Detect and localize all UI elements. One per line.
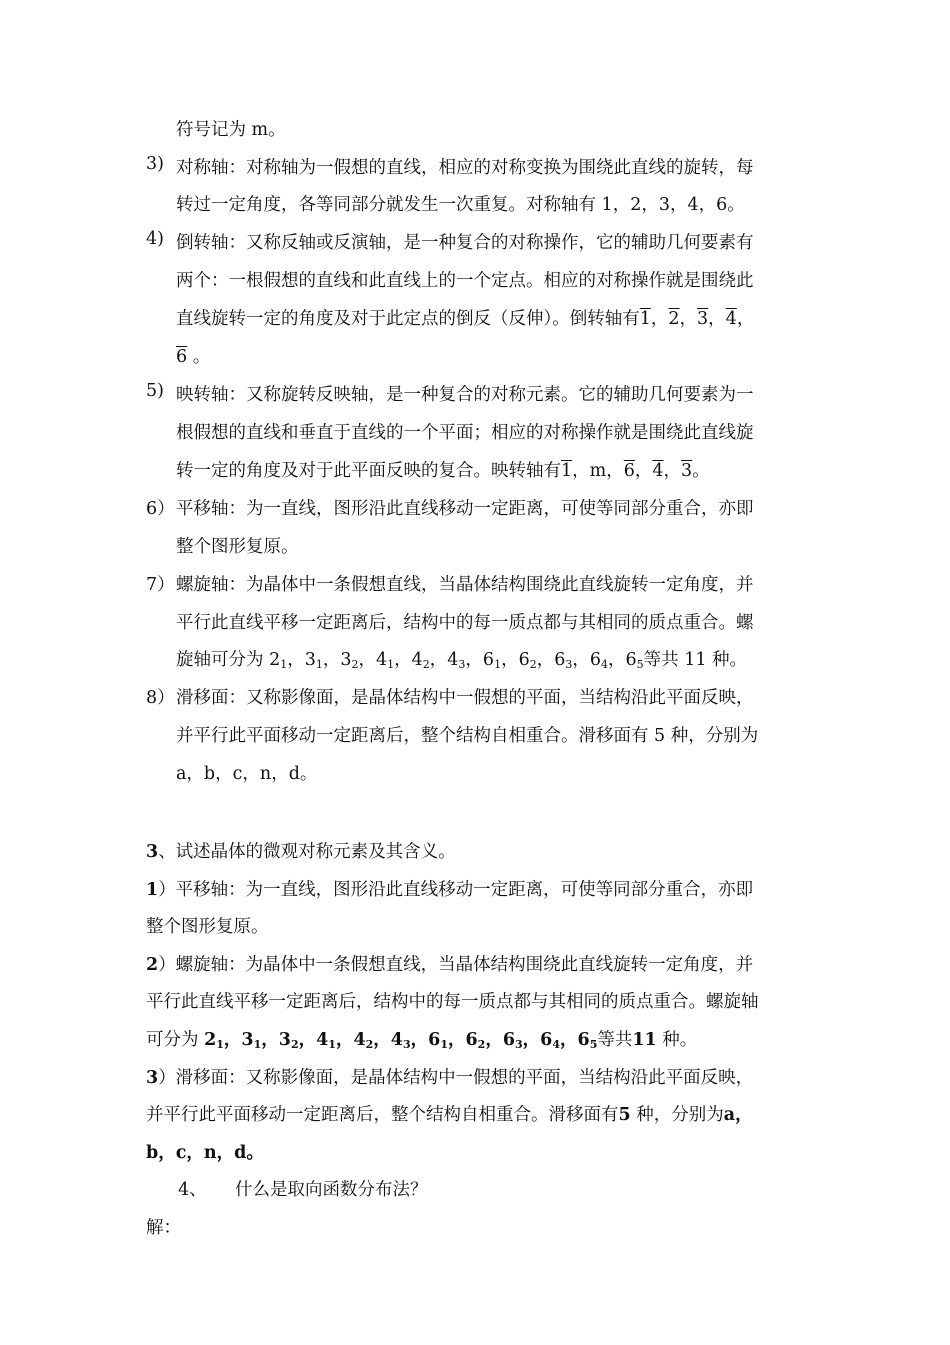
text-line bbox=[146, 1139, 264, 1164]
list-number: 4) bbox=[146, 229, 164, 249]
item-number: 3 bbox=[146, 1068, 159, 1088]
text-line: 对称轴：对称轴为一假想的直线，相应的对称变换为围绕此直线的旋转，每 bbox=[176, 158, 754, 178]
list-number: 3) bbox=[146, 154, 164, 174]
screw-axis: $4_1$ bbox=[316, 1030, 336, 1051]
text-line: 符号记为 m。 bbox=[176, 120, 286, 140]
text-span: 并平行此平面移动一定距离后，整个结构自相重合。滑移面有 bbox=[146, 1105, 619, 1125]
screw-axis: $6_4$ bbox=[540, 1030, 561, 1051]
text-span: 旋轴可分为 bbox=[176, 650, 264, 670]
screw-axis: $4_2$ bbox=[411, 650, 430, 671]
screw-axis: $2_1$ bbox=[204, 1030, 224, 1051]
screw-axis: $6_2$ bbox=[465, 1030, 486, 1051]
count-value: 5 bbox=[618, 1105, 631, 1125]
text-span: 直线旋转一定的角度及对于此定点的倒反（反伸）。倒转轴有 bbox=[176, 309, 640, 329]
text-line: 根假想的直线和垂直于直线的一个平面；相应的对称操作就是围绕此直线旋 bbox=[176, 423, 754, 443]
screw-axis: $4_3$ bbox=[447, 650, 466, 671]
text-line bbox=[146, 1026, 697, 1051]
screw-axis: $6_5$ bbox=[625, 650, 644, 671]
answer-label: 解： bbox=[146, 1218, 181, 1238]
screw-axis: $6_4$ bbox=[589, 650, 608, 671]
text-span: ）螺旋轴：为晶体中一条假想直线，当晶体结构围绕此直线旋转一定角度，并 bbox=[158, 955, 754, 975]
screw-axis: $2_1$ bbox=[269, 650, 288, 671]
text-line bbox=[146, 1064, 753, 1089]
question-title: 什么是取向函数分布法？ bbox=[235, 1180, 428, 1200]
screw-axis: $6_1$ bbox=[482, 650, 502, 671]
text-line: a，b，c，n，d。 bbox=[176, 764, 318, 784]
rotoinversion-axis: 1 bbox=[639, 309, 651, 329]
list-number: 6） bbox=[146, 499, 175, 519]
text-span: 可分为 bbox=[146, 1030, 199, 1050]
screw-axis: $6_2$ bbox=[518, 650, 537, 671]
screw-axis: $6_1$ bbox=[428, 1030, 448, 1051]
text-span: ）平移轴：为一直线，图形沿此直线移动一定距离，可使等同部分重合，亦即 bbox=[158, 880, 754, 900]
glide-plane-list: b，c，n，d。 bbox=[146, 1143, 264, 1163]
rotoreflection-axis: 6 bbox=[623, 461, 635, 481]
text-line: 6 。 bbox=[176, 347, 211, 367]
text-line: 转过一定角度，各等同部分就发生一次重复。对称轴有 1，2，3，4，6。 bbox=[176, 195, 745, 215]
text-line bbox=[176, 646, 747, 671]
text-line: 螺旋轴：为晶体中一条假想直线，当晶体结构围绕此直线旋转一定角度，并 bbox=[176, 575, 754, 595]
screw-axis: $4_2$ bbox=[353, 1030, 374, 1051]
screw-axis-list: $2_1$，$3_1$，$3_2$，$4_1$，$4_2$，$4_3$，$6_1$，$6_2$，$6_3$，$6_4$，$6_5$ bbox=[204, 1030, 598, 1051]
text-line: 两个：一根假想的直线和此直线上的一个定点。相应的对称操作就是围绕此 bbox=[176, 271, 754, 291]
glide-plane-label: a， bbox=[723, 1105, 753, 1125]
question-number: 3 bbox=[146, 842, 159, 862]
screw-axis: $4_1$ bbox=[376, 650, 395, 671]
text-line: 映转轴：又称旋转反映轴，是一种复合的对称元素。它的辅助几何要素为一 bbox=[176, 385, 754, 405]
rotoinversion-axis: 6 bbox=[176, 347, 188, 367]
question-title: 、试述晶体的微观对称元素及其含义。 bbox=[158, 842, 456, 862]
text-span: 转一定的角度及对于此平面反映的复合。映转轴有 bbox=[176, 461, 561, 481]
text-line: 转一定的角度及对于此平面反映的复合。映转轴有1，m，6，4，3。 bbox=[176, 461, 710, 481]
rotoreflection-axis: 1 bbox=[561, 461, 573, 481]
text-line bbox=[146, 951, 753, 976]
screw-axis-list: $2_1$，$3_1$，$3_2$，$4_1$，$4_2$，$4_3$，$6_1$，$6_2$，$6_3$，$6_4$，$6_5$ bbox=[269, 650, 644, 671]
item-number: 1 bbox=[146, 880, 159, 900]
rotoreflection-axis: m bbox=[589, 461, 607, 481]
question-number: 4、 bbox=[178, 1180, 207, 1200]
text-span: 等共 11 种。 bbox=[643, 650, 748, 670]
rotoreflection-axis: 4 bbox=[652, 461, 664, 481]
text-span: ）滑移面：又称影像面，是晶体结构中一假想的平面，当结构沿此平面反映， bbox=[158, 1068, 754, 1088]
item-number: 2 bbox=[146, 955, 159, 975]
rotoinversion-axis: 3 bbox=[697, 309, 709, 329]
list-number: 8） bbox=[146, 688, 175, 708]
screw-axis: $3_1$ bbox=[304, 650, 323, 671]
text-line: 整个图形复原。 bbox=[146, 917, 269, 937]
text-span: 等共 bbox=[597, 1030, 633, 1050]
text-line: 平行此直线平移一定距离后，结构中的每一质点都与其相同的质点重合。螺 bbox=[176, 613, 754, 633]
screw-axis: $6_5$ bbox=[577, 1030, 598, 1051]
text-line bbox=[146, 876, 753, 901]
rotoreflection-axis: 3 bbox=[681, 461, 693, 481]
screw-axis: $3_2$ bbox=[278, 1030, 299, 1051]
screw-axis: $6_3$ bbox=[554, 650, 573, 671]
list-number: 5) bbox=[146, 381, 164, 401]
text-span: 种。 bbox=[662, 1030, 698, 1050]
count-value: 11 bbox=[632, 1030, 657, 1050]
screw-axis: $6_3$ bbox=[502, 1030, 523, 1051]
screw-axis: $4_3$ bbox=[390, 1030, 411, 1051]
text-line: 倒转轴：又称反轴或反演轴，是一种复合的对称操作，它的辅助几何要素有 bbox=[176, 233, 754, 253]
text-line: 直线旋转一定的角度及对于此定点的倒反（反伸）。倒转轴有1，2，3，4， bbox=[176, 309, 755, 329]
text-span: 种，分别为 bbox=[636, 1105, 724, 1125]
rotoinversion-axis: 4 bbox=[725, 309, 737, 329]
text-line: 滑移面：又称影像面，是晶体结构中一假想的平面，当结构沿此平面反映， bbox=[176, 688, 754, 708]
text-line: 整个图形复原。 bbox=[176, 537, 299, 557]
rotoinversion-axis: 2 bbox=[668, 309, 680, 329]
list-number: 7） bbox=[146, 575, 175, 595]
screw-axis: $3_1$ bbox=[241, 1030, 262, 1051]
text-line bbox=[146, 1101, 753, 1126]
text-line: 平行此直线平移一定距离后，结构中的每一质点都与其相同的质点重合。螺旋轴 bbox=[146, 992, 759, 1012]
text-line: 平移轴：为一直线，图形沿此直线移动一定距离，可使等同部分重合，亦即 bbox=[176, 499, 754, 519]
screw-axis: $3_2$ bbox=[340, 650, 359, 671]
question-heading bbox=[146, 838, 456, 863]
text-line: 并平行此平面移动一定距离后，整个结构自相重合。滑移面有 5 种，分别为 bbox=[176, 726, 759, 746]
